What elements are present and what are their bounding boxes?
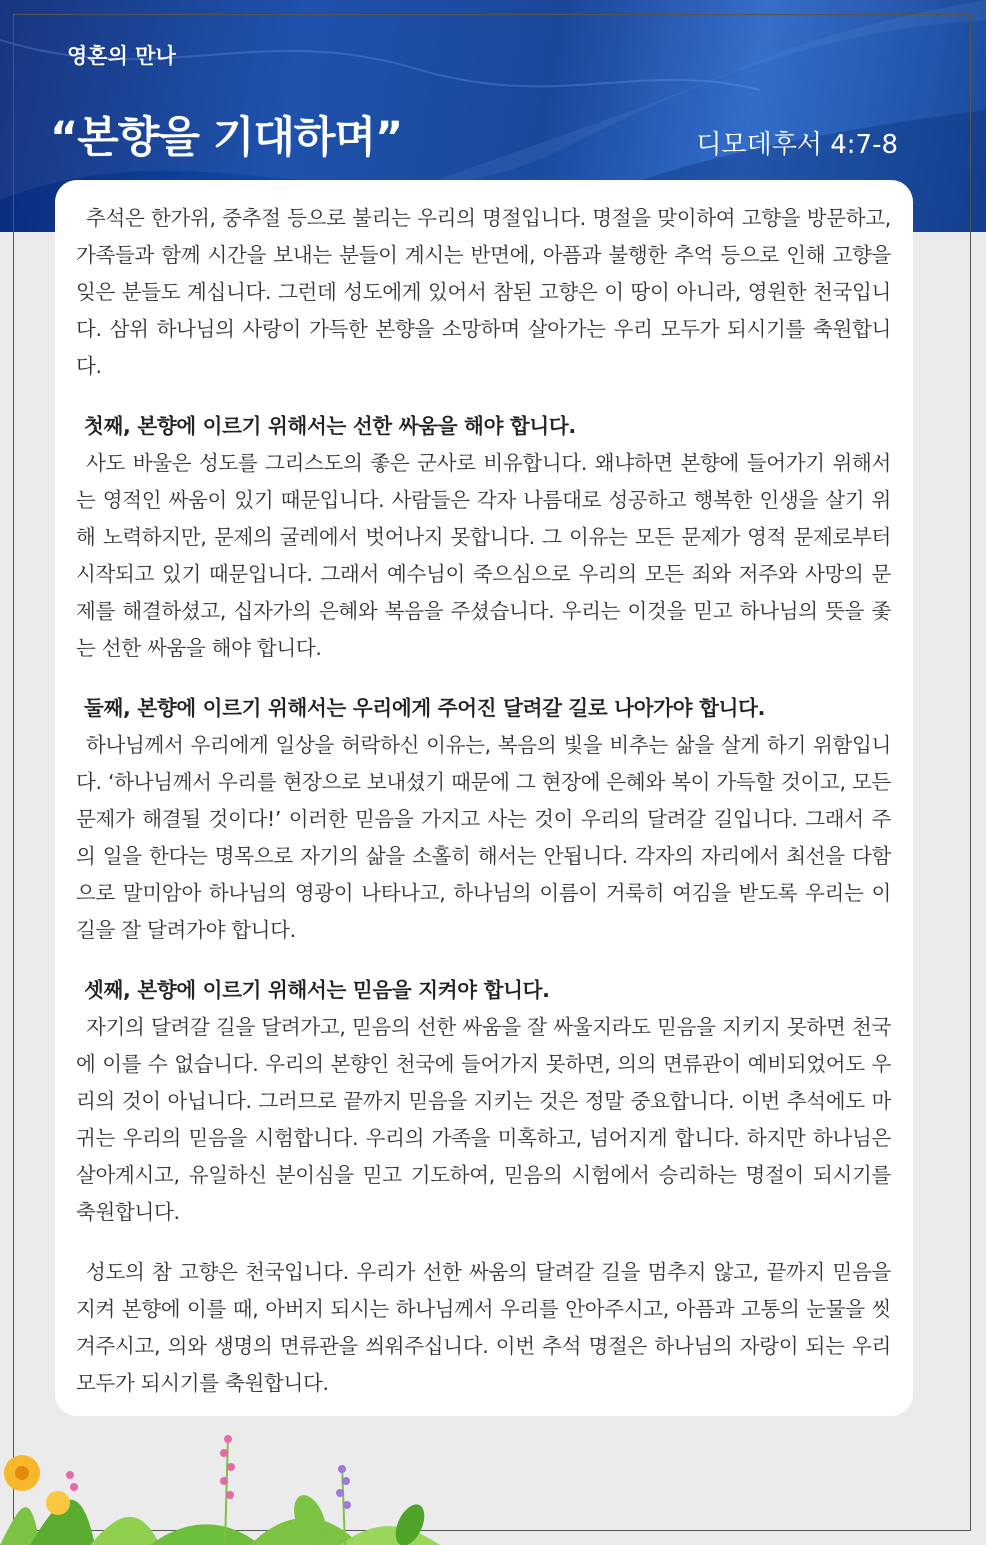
section-1-body: 사도 바울은 성도를 그리스도의 좋은 군사로 비유합니다. 왜냐하면 본향에 들어가기 위해서는 영적인 싸움이 있기 때문입니다. 사람들은 각자 나름대로 성공하고 행복한 인생을 살기 위해 노력하지만, 문제의 굴레에서 벗어나지 못합니다. 그 이유는 모든 문제가 영적 문제로부터 시작되고 있기 때문입니다. 그래서 예수님이 죽으심으로 우리의 모든 죄와 저주와 사망의 문제를 해결하셨고, 십자가의 은혜와 복음을 주셨습니다. 우리는 이것을 믿고 하나님의 뜻을 좇는 선한 싸움을 해야 합니다. — [76, 451, 891, 660]
section-2-body: 하나님께서 우리에게 일상을 허락하신 이유는, 복음의 빛을 비추는 삶을 살게 하기 위함입니다. ‘하나님께서 우리를 현장으로 보내셨기 때문에 그 현장에 은혜와 복이 가득할 것이고, 모든 문제가 해결될 것이다!’ 이러한 믿음을 가지고 사는 것이 우리의 달려갈 길입니다. 그래서 주의 일을 한다는 명목으로 자기의 삶을 소홀히 해서는 안됩니다. 각자의 자리에서 최선을 다함으로 말미암아 하나님의 영광이 나타나고, 하나님의 이름이 거룩히 여김을 받도록 우리는 이 길을 잘 달려가야 합니다. — [76, 733, 891, 942]
article-body — [76, 200, 891, 1425]
section-2-heading: 둘째, 본향에 이르기 위해서는 우리에게 주어진 달려갈 길로 나아가야 합니다. — [84, 696, 766, 720]
series-label: 영혼의 만나 — [67, 44, 176, 68]
intro-paragraph: 추석은 한가위, 중추절 등으로 불리는 우리의 명절입니다. 명절을 맞이하여 고향을 방문하고, 가족들과 함께 시간을 보내는 분들이 계시는 반면에, 아픔과 불행한 추억 등으로 인해 고향을 잊은 분들도 계십니다. 그런데 성도에게 있어서 참된 고향은 이 땅이 아니라, 영원한 천국입니다. 삼위 하나님의 사랑이 가득한 본향을 소망하며 살아가는 우리 모두가 되시기를 축원합니다. — [76, 206, 891, 378]
section-3-body: 자기의 달려갈 길을 달려가고, 믿음의 선한 싸움을 잘 싸울지라도 믿음을 지키지 못하면 천국에 이를 수 없습니다. 우리의 본향인 천국에 들어가지 못하면, 의의 면류관이 예비되었어도 우리의 것이 아닙니다. 그러므로 끝까지 믿음을 지키는 것은 정말 중요합니다. 이번 추석에도 마귀는 우리의 믿음을 시험합니다. 우리의 가족을 미혹하고, 넘어지게 합니다. 하지만 하나님은 살아계시고, 유일하신 분이심을 믿고 기도하여, 믿음의 시험에서 승리하는 명절이 되시기를 축원합니다. — [76, 1015, 891, 1224]
page-title: “본향을 기대하며” — [50, 113, 403, 163]
conclusion-paragraph: 성도의 참 고향은 천국입니다. 우리가 선한 싸움의 달려갈 길을 멈추지 않고, 끝까지 믿음을 지켜 본향에 이를 때, 아버지 되시는 하나님께서 우리를 안아주시고, 아픔과 고통의 눈물을 씻겨주시고, 의와 생명의 면류관을 씌워주십니다. 이번 추석 명절은 하나님의 자랑이 되는 우리 모두가 되시기를 축원합니다. — [76, 1260, 891, 1395]
section-3-heading: 셋째, 본향에 이르기 위해서는 믿음을 지켜야 합니다. — [84, 978, 550, 1002]
scripture-reference: 디모데후서 4:7-8 — [696, 130, 898, 160]
yellow-flower-icon — [4, 1455, 70, 1515]
flower-decoration — [0, 1425, 460, 1545]
section-1-heading: 첫째, 본향에 이르기 위해서는 선한 싸움을 해야 합니다. — [84, 414, 576, 438]
